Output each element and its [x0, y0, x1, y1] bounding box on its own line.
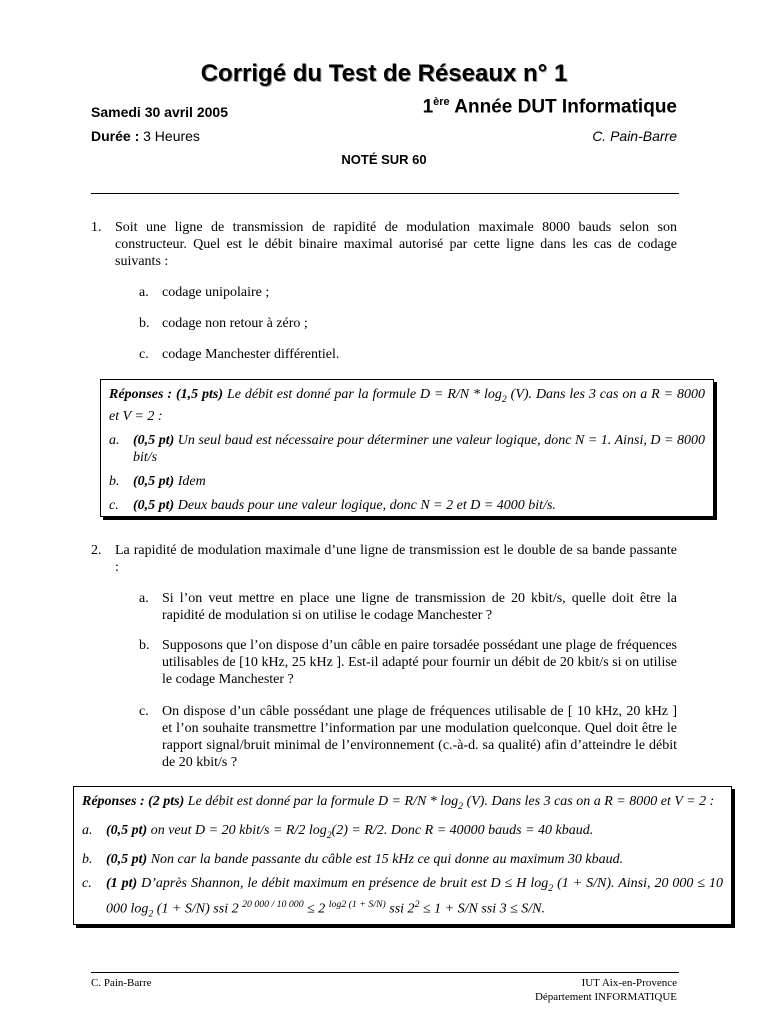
answer-1-item-c: c. (0,5 pt) Deux bauds pour une valeur logique, donc N = 2 et D = 4000 bit/s. — [109, 497, 556, 513]
footer-divider — [91, 972, 679, 973]
year-label: 1ère Année DUT Informatique — [422, 96, 677, 118]
answer-2-item-a: a. (0,5 pt) on veut D = 20 kbit/s = R/2 $\log_2(2) = R/2$. Donc R = 40000 bauds = 40 kbaud. — [82, 822, 594, 841]
q2-item-b: Supposons que l’on dispose d’un câble en paire torsadée possédant une plage de fréquences utilisables de [10 kHz, 25 kHz ]. Est-il adapté pour fournir un débit de 20 kbit/s si on utilise le codage Manchester ? — [162, 638, 677, 687]
answer-1-item-b: b. (0,5 pt) Idem — [109, 473, 206, 489]
q1-item-a: codage unipolaire ; — [162, 285, 270, 300]
q1-item-b: codage non retour à zéro ; — [162, 316, 308, 331]
q2-text: La rapidité de modulation maximale d’une ligne de transmission est le double de sa bande passante : — [115, 543, 677, 575]
q1-number: 1. — [91, 220, 102, 235]
q2-number: 2. — [91, 543, 102, 558]
q1-item-b-label: b. — [139, 316, 150, 331]
q2-item-b-label: b. — [139, 638, 150, 653]
answer-2-item-c: c. (1 pt) D’après Shannon, le débit maximum en présence de bruit est D ≤ H $\log_2 (1 + S/N)$. Ainsi, 20 000 ≤ 10 000 $\log_2 (1 + S/N)$ ssi 2 $^{20 000 / 10 000}$ ≤ 2 $^{log2 (1 + S/N)}$ ssi $2^2 \le 1 + S/N$ ssi 3 ≤ S/N. — [82, 875, 723, 920]
footer-institution: IUT Aix-en-Provence — [581, 977, 677, 989]
page-title: Corrigé du Test de Réseaux n° 1 — [200, 60, 568, 87]
answer-box-2 — [73, 786, 732, 925]
exam-date: Samedi 30 avril 2005 — [91, 104, 228, 120]
answer-2-item-b: b. (0,5 pt) Non car la bande passante du câble est 15 kHz ce qui donne au maximum 30 kbaud. — [82, 851, 624, 867]
answer-1-item-a: a. (0,5 pt) Un seul baud est nécessaire pour déterminer une valeur logique, donc N = 1. Ainsi, D = 8000 bit/s — [109, 432, 705, 465]
grading-note: NOTÉ SUR 60 — [341, 152, 427, 167]
q2-item-a-label: a. — [139, 591, 149, 606]
q1-item-a-label: a. — [139, 285, 149, 300]
footer-author: C. Pain-Barre — [91, 977, 152, 989]
q2-item-c-label: c. — [139, 704, 149, 719]
header-divider — [91, 193, 679, 194]
answer-2-intro: Réponses : (2 pts) Le débit est donné par la formule $D = R/N * \log_2 (V)$. Dans les 3 cas on a R = 8000 et V = 2 : — [82, 794, 715, 812]
q2-item-a: Si l’on veut mettre en place une ligne de transmission de 20 kbit/s, quelle doit être la rapidité de modulation si on utilise le codage Manchester ? — [162, 591, 677, 623]
answer-1-intro: Réponses : (1,5 pts) Le débit est donné par la formule $D = R/N * \log_2 (V)$. Dans les 3 cas on a R = 8000 et V = 2 : — [109, 387, 706, 424]
duration: Durée : 3 Heures — [91, 128, 200, 144]
q1-item-c-label: c. — [139, 347, 149, 362]
footer-department: Département INFORMATIQUE — [534, 991, 677, 1003]
q1-item-c: codage Manchester différentiel. — [162, 347, 340, 362]
q2-item-c: On dispose d’un câble possédant une plage de fréquences utilisable de [ 10 kHz, 20 kHz ] et l’on souhaite transmettre l’information par une modulation quelconque. Quel doit être le rapport signal/bruit minimal de l’environnement (c.-à-d. sa qualité) afin d’atteindre le débit de 20 kbit/s ? — [162, 704, 677, 770]
q1-text: Soit une ligne de transmission de rapidité de modulation maximale 8000 bauds selon son constructeur. Quel est le débit binaire maximal autorisé par cette ligne dans les cas de codage suivants : — [115, 220, 677, 269]
answer-box-1 — [100, 379, 714, 517]
author: C. Pain-Barre — [592, 128, 677, 144]
